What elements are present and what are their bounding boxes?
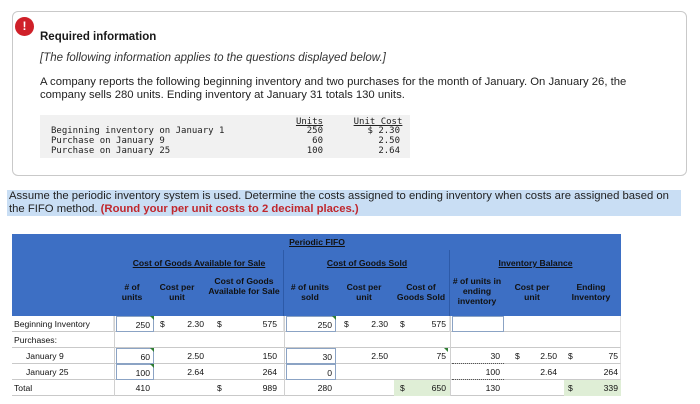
- check-marker-icon: [332, 316, 336, 320]
- row-label-jan9: January 9: [26, 351, 64, 361]
- input-units-ending[interactable]: 30: [490, 351, 500, 361]
- col-header-cogs: Cost of Goods Sold: [396, 282, 446, 302]
- group-available-title: Cost of Goods Available for Sale: [132, 258, 266, 268]
- col-header-ending-inventory: Ending Inventory: [571, 282, 611, 302]
- col-header-units-ending: # of units in ending inventory: [452, 276, 502, 306]
- applies-note: [The following information applies to the questions displayed below.]: [40, 52, 386, 64]
- total-units-ending: 130: [485, 383, 500, 393]
- dollar-sign: $: [217, 319, 222, 329]
- row-label-purchases: Purchases:: [14, 335, 57, 345]
- inventory-row-label: Purchase on January 25: [51, 146, 171, 156]
- total-units-sold: 280: [317, 383, 332, 393]
- input-cost-sold[interactable]: 2.50: [371, 351, 388, 361]
- column-divider: [114, 316, 115, 396]
- check-marker-icon: [150, 316, 154, 320]
- group-inventory-title: Inventory Balance: [498, 258, 573, 268]
- input-units-ending[interactable]: [452, 316, 504, 332]
- units-column-header: Units: [295, 117, 324, 127]
- dollar-sign: $: [568, 351, 573, 361]
- input-cost-sold[interactable]: 2.30: [371, 319, 388, 329]
- col-header-cogas: Cost of Goods Available for Sale: [208, 276, 280, 296]
- label-column-header: [12, 250, 114, 316]
- question-text: [7, 190, 681, 216]
- ending-inventory-value: 75: [608, 351, 618, 361]
- dollar-sign: $: [568, 383, 573, 393]
- cogas-value: 575: [262, 319, 277, 329]
- input-units[interactable]: 100: [116, 364, 154, 380]
- cogas-value: 264: [262, 367, 277, 377]
- col-header-cost-per-unit-ending: Cost per unit: [514, 282, 550, 302]
- purchases-row: [12, 332, 621, 348]
- dollar-sign: $: [344, 319, 349, 329]
- row-label-total: Total: [14, 383, 33, 393]
- rounding-instruction: (Round your per unit costs to 2 decimal places.): [100, 203, 359, 215]
- inventory-row-units: 60: [312, 136, 323, 146]
- dollar-sign: $: [400, 319, 405, 329]
- question-body: Assume the periodic inventory system is used. Determine the costs assigned to ending inventory when costs are assigned based on the FIFO method.: [9, 190, 669, 215]
- dollar-sign: $: [217, 383, 222, 393]
- table-title: Periodic FIFO: [289, 237, 345, 247]
- input-units-sold[interactable]: 250: [286, 316, 336, 332]
- inventory-row-label: Beginning inventory on January 1: [51, 126, 225, 136]
- input-cost-ending[interactable]: 2.50: [540, 351, 557, 361]
- input-units[interactable]: 60: [116, 348, 154, 364]
- input-cost[interactable]: 2.64: [187, 367, 204, 377]
- inventory-row-units: 250: [306, 126, 323, 136]
- column-divider: [450, 316, 451, 396]
- required-information-title: Required information: [40, 31, 157, 43]
- row-label-jan25: January 25: [26, 367, 69, 377]
- input-units[interactable]: 250: [116, 316, 154, 332]
- problem-description: A company reports the following beginning inventory and two purchases for the month of January. On January 26, the company sells 280 units. Ending inventory at January 31 totals 130 units.: [40, 76, 627, 101]
- check-marker-icon: [150, 364, 154, 368]
- input-units-sold[interactable]: 30: [286, 348, 336, 364]
- inventory-row-cost: 2.64: [378, 146, 400, 156]
- col-header-units: # of units: [121, 282, 143, 302]
- unit-cost-column-header: Unit Cost: [353, 117, 403, 127]
- row-label-beginning: Beginning Inventory: [14, 319, 90, 329]
- dollar-sign: $: [160, 319, 165, 329]
- input-cost[interactable]: 2.30: [187, 319, 204, 329]
- inventory-row-cost: $ 2.30: [367, 126, 400, 136]
- col-header-cost-per-unit: Cost per unit: [159, 282, 195, 302]
- total-ending-inventory: 339: [603, 383, 618, 393]
- group-sold-title: Cost of Goods Sold: [326, 258, 408, 268]
- inventory-data-table: [40, 115, 410, 158]
- cogas-value: 150: [262, 351, 277, 361]
- total-cogs: 650: [431, 383, 446, 393]
- exclamation-icon: !: [15, 17, 34, 36]
- inventory-row-label: Purchase on January 9: [51, 136, 165, 146]
- inventory-row-cost: 2.50: [378, 136, 400, 146]
- dollar-sign: $: [400, 383, 405, 393]
- column-divider: [284, 316, 285, 396]
- cogs-value: 575: [431, 319, 446, 329]
- input-units-sold[interactable]: 0: [286, 364, 336, 380]
- check-marker-icon: [444, 348, 448, 352]
- input-cost-ending[interactable]: 2.64: [540, 367, 557, 377]
- inventory-row-units: 100: [306, 146, 323, 156]
- col-header-units-sold: # of units sold: [290, 282, 330, 302]
- cogs-value: 75: [436, 351, 446, 361]
- dollar-sign: $: [515, 351, 520, 361]
- total-cogas: 989: [262, 383, 277, 393]
- input-cost[interactable]: 2.50: [187, 351, 204, 361]
- ending-inventory-value: 264: [603, 367, 618, 377]
- col-header-cost-per-unit-sold: Cost per unit: [346, 282, 382, 302]
- check-marker-icon: [150, 348, 154, 352]
- input-units-ending[interactable]: 100: [485, 367, 500, 377]
- total-units: 410: [135, 383, 150, 393]
